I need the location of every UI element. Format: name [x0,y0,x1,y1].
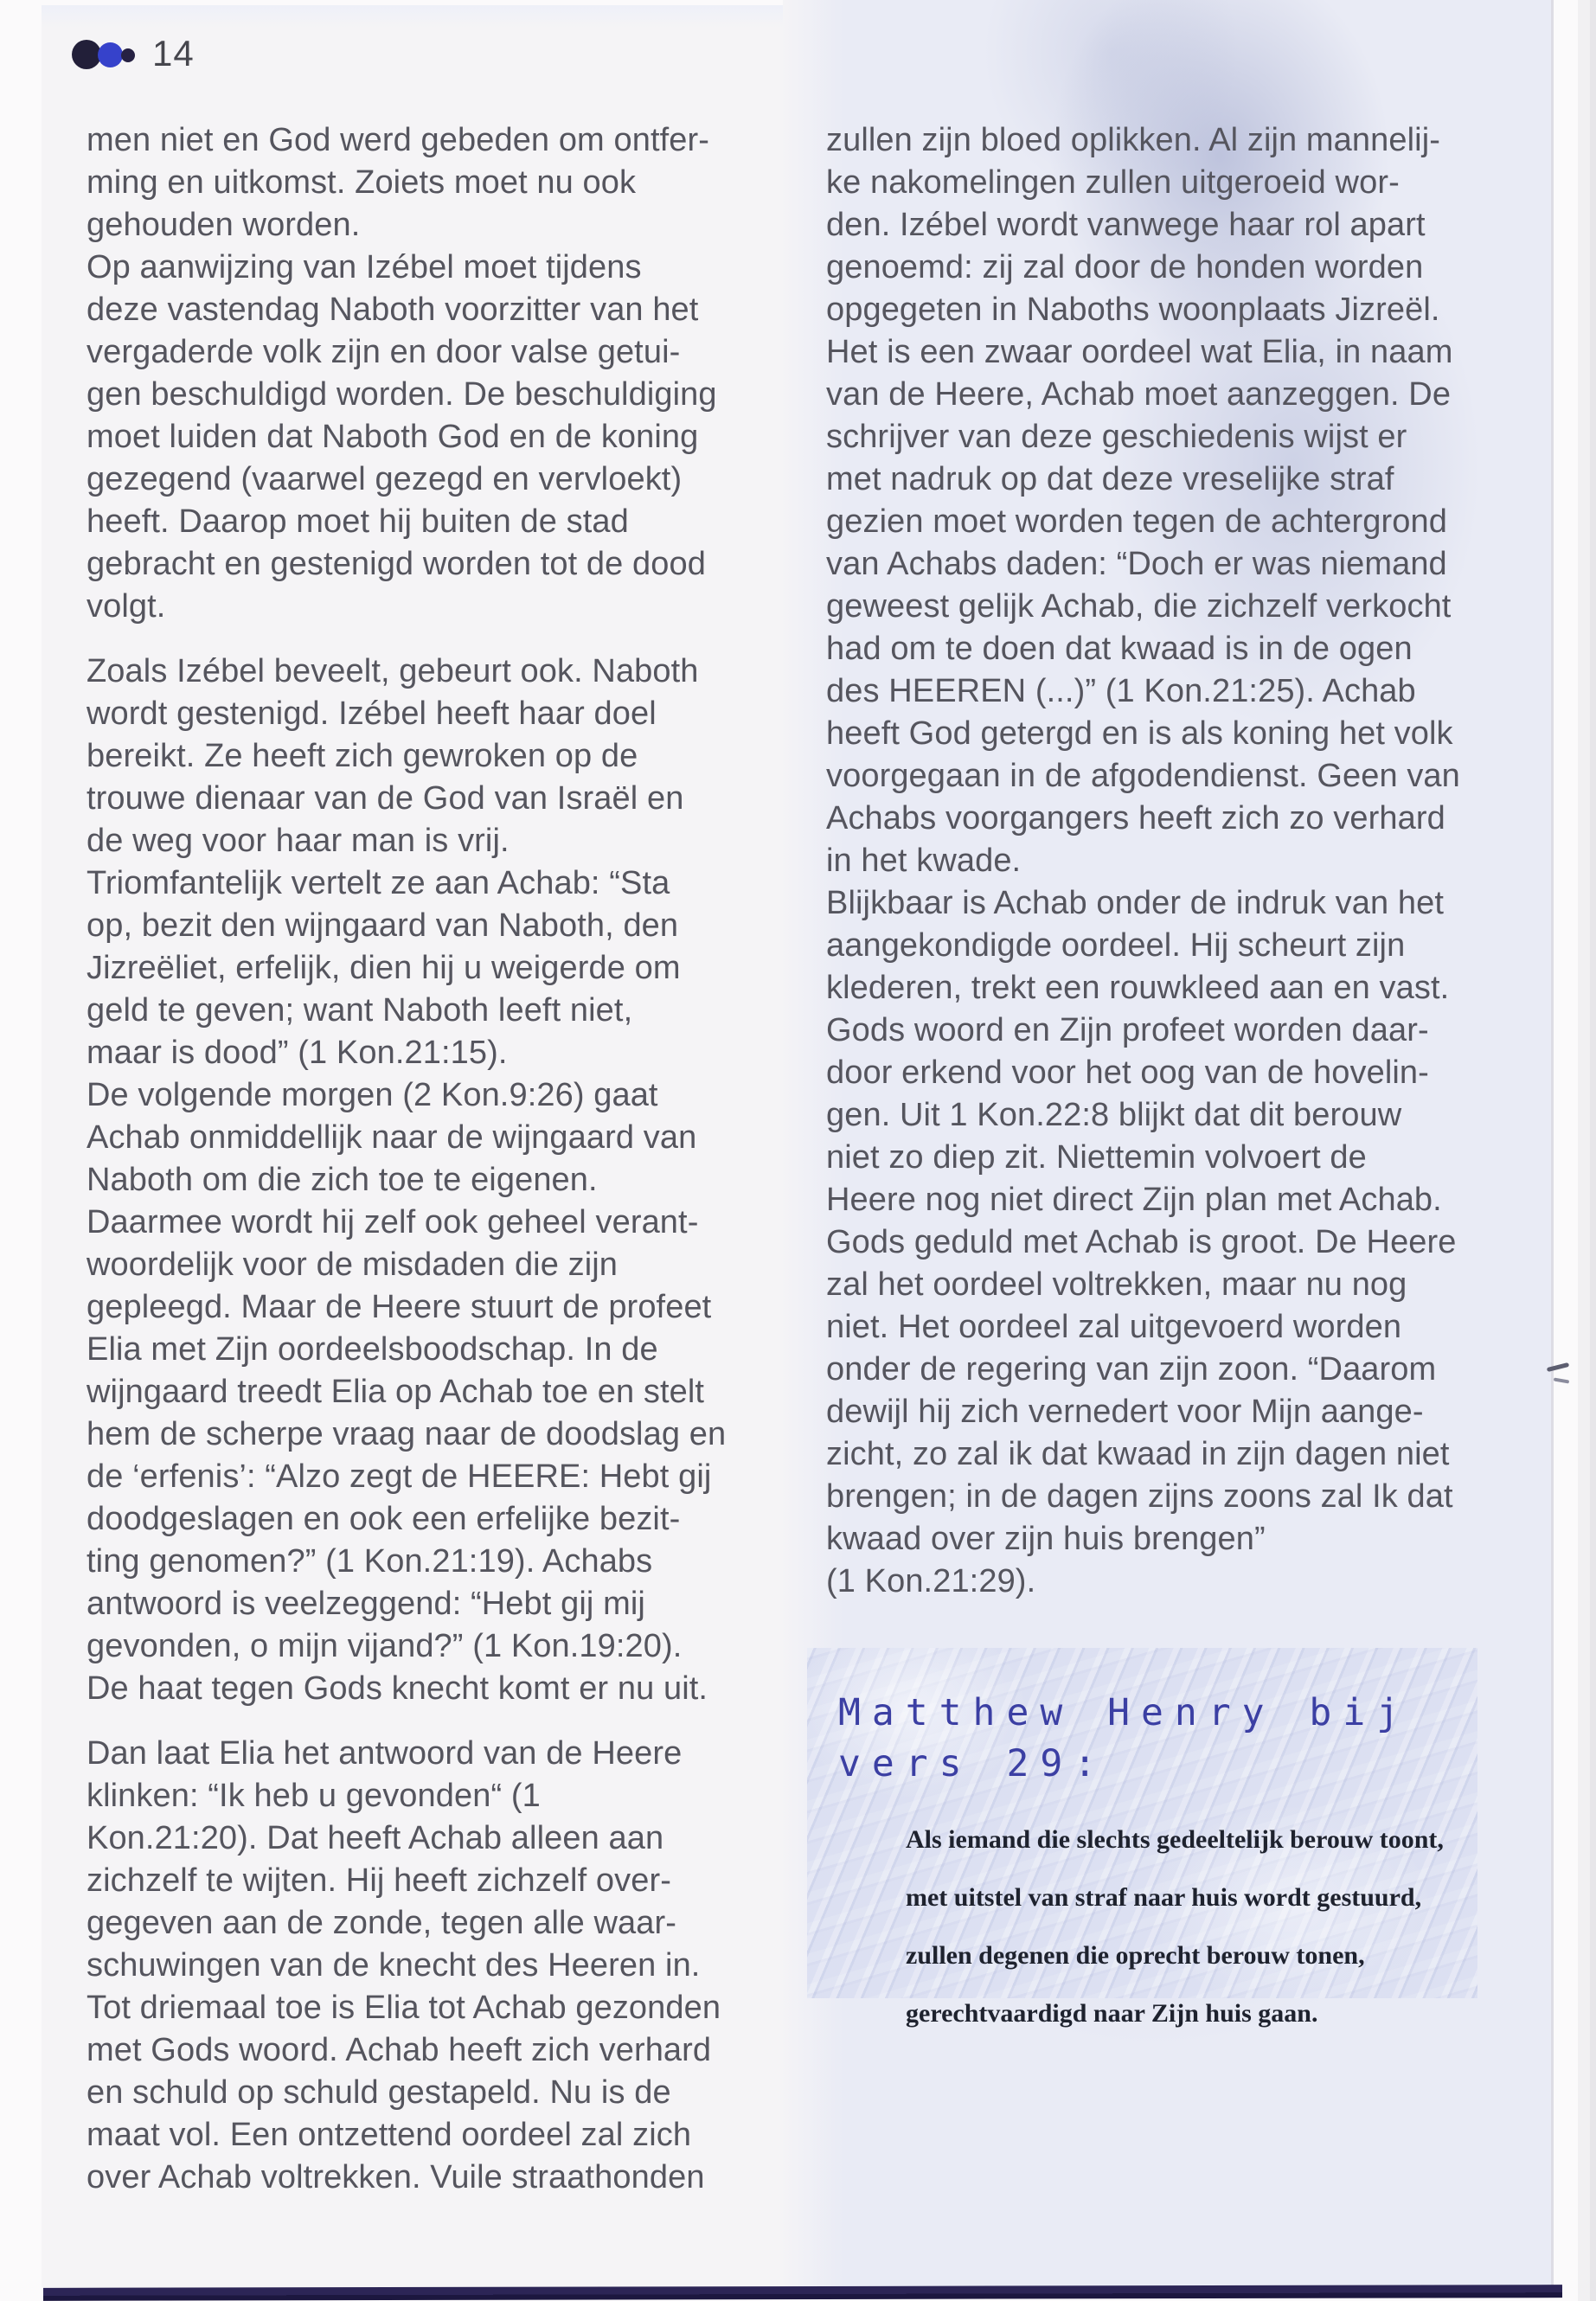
text-line: geld te geven; want Naboth leeft niet, [87,992,633,1029]
text-line: ting genomen?” (1 Kon.21:19). Achabs [87,1543,653,1580]
paragraph [87,651,779,1710]
text-line: opgegeten in Naboths woonplaats Jizreël. [826,292,1440,328]
text-line: met nadruk op dat deze vreselijke straf [826,461,1394,497]
text-line: over Achab voltrekken. Vuile straathonden [87,2159,705,2195]
page-number: 14 [152,33,195,74]
text-line: vergaderde volk zijn en door valse getui- [87,334,681,370]
text-line: niet zo diep zit. Niettemin volvoert de [826,1139,1367,1176]
text-line: wijngaard treedt Elia op Achab toe en stelt [87,1374,705,1410]
text-line: de ‘erfenis’: “Alzo zegt de HEERE: Hebt gij [87,1458,712,1495]
quote-line: zullen degenen die oprecht berouw tonen, [906,1941,1365,1970]
text-line: onder de regering van zijn zoon. “Daarom [826,1351,1437,1388]
text-line: antwoord is veelzeggend: “Hebt gij mij [87,1586,645,1622]
text-line: genoemd: zij zal door de honden worden [826,249,1424,285]
quote-line: Als iemand die slechts gedeeltelijk berouw toont, [906,1825,1444,1854]
text-line: klinken: “Ik heb u gevonden“ (1 [87,1778,541,1814]
text-line: had om te doen dat kwaad is in de ogen [826,631,1413,667]
text-line: niet. Het oordeel zal uitgevoerd worden [826,1309,1402,1345]
text-line: schrijver van deze geschiedenis wijst er [826,419,1407,455]
text-line: (1 Kon.21:29). [826,1563,1036,1599]
text-line: Tot driemaal toe is Elia tot Achab gezonden [87,1990,721,2026]
text-line: maar is dood” (1 Kon.21:15). [87,1035,508,1071]
text-line: deze vastendag Naboth voorzitter van het [87,292,699,328]
text-line: zullen zijn bloed oplikken. Al zijn mannelij- [826,122,1440,158]
text-line: moet luiden dat Naboth God en de koning [87,419,699,455]
text-line: Heere nog niet direct Zijn plan met Achab. [826,1182,1442,1218]
text-line: Zoals Izébel beveelt, gebeurt ook. Naboth [87,653,699,689]
quote-line: met uitstel van straf naar huis wordt gestuurd, [906,1883,1422,1912]
text-line: zicht, zo zal ik dat kwaad in zijn dagen niet [826,1436,1450,1472]
text-line: De haat tegen Gods knecht komt er nu uit. [87,1670,708,1707]
article-left-column [87,119,779,2221]
text-line: Triomfantelijk vertelt ze aan Achab: “Sta [87,865,670,901]
text-line: zal het oordeel voltrekken, maar nu nog [826,1266,1407,1303]
text-line: volgt. [87,588,166,625]
text-line: Blijkbaar is Achab onder de indruk van het [826,885,1444,921]
text-line: gepleegd. Maar de Heere stuurt de profeet [87,1289,712,1325]
paragraph [87,1733,779,2199]
callout-quote [906,1811,1444,2042]
paragraph [87,119,779,628]
text-line: ke nakomelingen zullen uitgeroeid wor- [826,164,1400,201]
text-line: Gods woord en Zijn profeet worden daar- [826,1012,1429,1048]
text-line: ming en uitkomst. Zoiets moet nu ook [87,164,637,201]
text-line: heeft God getergd en is als koning het volk [826,715,1453,752]
text-line: Jizreëliet, erfelijk, dien hij u weigerde om [87,950,681,986]
text-line: en schuld op schuld gestapeld. Nu is de [87,2074,671,2111]
text-line: hem de scherpe vraag naar de doodslag en [87,1416,727,1452]
callout-title [838,1688,1477,1790]
text-line: brengen; in de dagen zijns zoons zal Ik dat [826,1478,1453,1515]
text-line: Naboth om die zich toe te eigenen. [87,1162,598,1198]
marker-dot-large [72,40,101,69]
callout-title-line: Matthew Henry bij [838,1691,1411,1734]
paragraph [826,119,1518,1603]
text-line: doodgeslagen en ook een erfelijke bezit- [87,1501,681,1537]
text-line: de weg voor haar man is vrij. [87,823,510,859]
text-line: gegeven aan de zonde, tegen alle waar- [87,1905,676,1941]
text-line: bereikt. Ze heeft zich gewroken op de [87,738,638,774]
text-line: aangekondigde oordeel. Hij scheurt zijn [826,927,1406,964]
text-line: gebracht en gestenigd worden tot de dood [87,546,706,582]
text-line: den. Izébel wordt vanwege haar rol apart [826,207,1426,243]
text-line: voorgegaan in de afgodendienst. Geen van [826,758,1460,794]
text-line: zichzelf te wijten. Hij heeft zichzelf over- [87,1862,671,1899]
text-line: Daarmee wordt hij zelf ook geheel verant- [87,1204,699,1240]
text-line: woordelijk voor de misdaden die zijn [87,1247,619,1283]
text-line: maat vol. Een ontzettend oordeel zal zich [87,2117,692,2153]
text-line: des HEEREN (...)” (1 Kon.21:25). Achab [826,673,1416,709]
article-right-column [826,119,1518,1625]
text-line: Achab onmiddellijk naar de wijngaard van [87,1119,697,1156]
text-line: schuwingen van de knecht des Heeren in. [87,1947,701,1984]
text-line: gehouden worden. [87,207,361,243]
bottom-navy-bar [43,2285,1562,2301]
text-line: van Achabs daden: “Doch er was niemand [826,546,1447,582]
matthew-henry-callout-box [807,1648,1477,2028]
quote-line: gerechtvaardigd naar Zijn huis gaan. [906,1999,1318,2028]
text-line: Elia met Zijn oordeelsboodschap. In de [87,1331,658,1368]
text-line: gen. Uit 1 Kon.22:8 blijkt dat dit berouw [826,1097,1402,1133]
text-line: geweest gelijk Achab, die zichzelf verkocht [826,588,1452,625]
text-line: gezegend (vaarwel gezegd en vervloekt) [87,461,683,497]
text-line: kwaad over zijn huis brengen” [826,1521,1266,1557]
text-line: klederen, trekt een rouwkleed aan en vast. [826,970,1450,1006]
text-line: met Gods woord. Achab heeft zich verhard [87,2032,712,2068]
text-line: wordt gestenigd. Izébel heeft haar doel [87,695,657,732]
text-line: De volgende morgen (2 Kon.9:26) gaat [87,1077,658,1113]
text-line: gezien moet worden tegen de achtergrond [826,503,1447,540]
text-line: Op aanwijzing van Izébel moet tijdens [87,249,642,285]
text-line: Kon.21:20). Dat heeft Achab alleen aan [87,1820,664,1856]
text-line: Achabs voorgangers heeft zich zo verhard [826,800,1445,836]
text-line: Het is een zwaar oordeel wat Elia, in naam [826,334,1453,370]
text-line: gen beschuldigd worden. De beschuldiging [87,376,717,413]
text-line: Gods geduld met Achab is groot. De Heere [826,1224,1457,1260]
marker-dot-blue [98,42,123,67]
marker-dot-small [121,48,135,62]
text-line: door erkend voor het oog van de hovelin- [826,1054,1429,1091]
text-line: trouwe dienaar van de God van Israël en [87,780,684,817]
text-line: op, bezit den wijngaard van Naboth, den [87,907,679,944]
text-line: van de Heere, Achab moet aanzeggen. De [826,376,1452,413]
text-line: gevonden, o mijn vijand?” (1 Kon.19:20). [87,1628,683,1664]
text-line: men niet en God werd gebeden om ontfer- [87,122,709,158]
scanner-right-margin [1554,0,1596,2301]
text-line: Dan laat Elia het antwoord van de Heere [87,1735,683,1772]
text-line: dewijl hij zich vernedert voor Mijn aange- [826,1394,1424,1430]
text-line: in het kwade. [826,843,1022,879]
callout-title-line: vers 29: [838,1742,1108,1785]
text-line: heeft. Daarop moet hij buiten de stad [87,503,629,540]
